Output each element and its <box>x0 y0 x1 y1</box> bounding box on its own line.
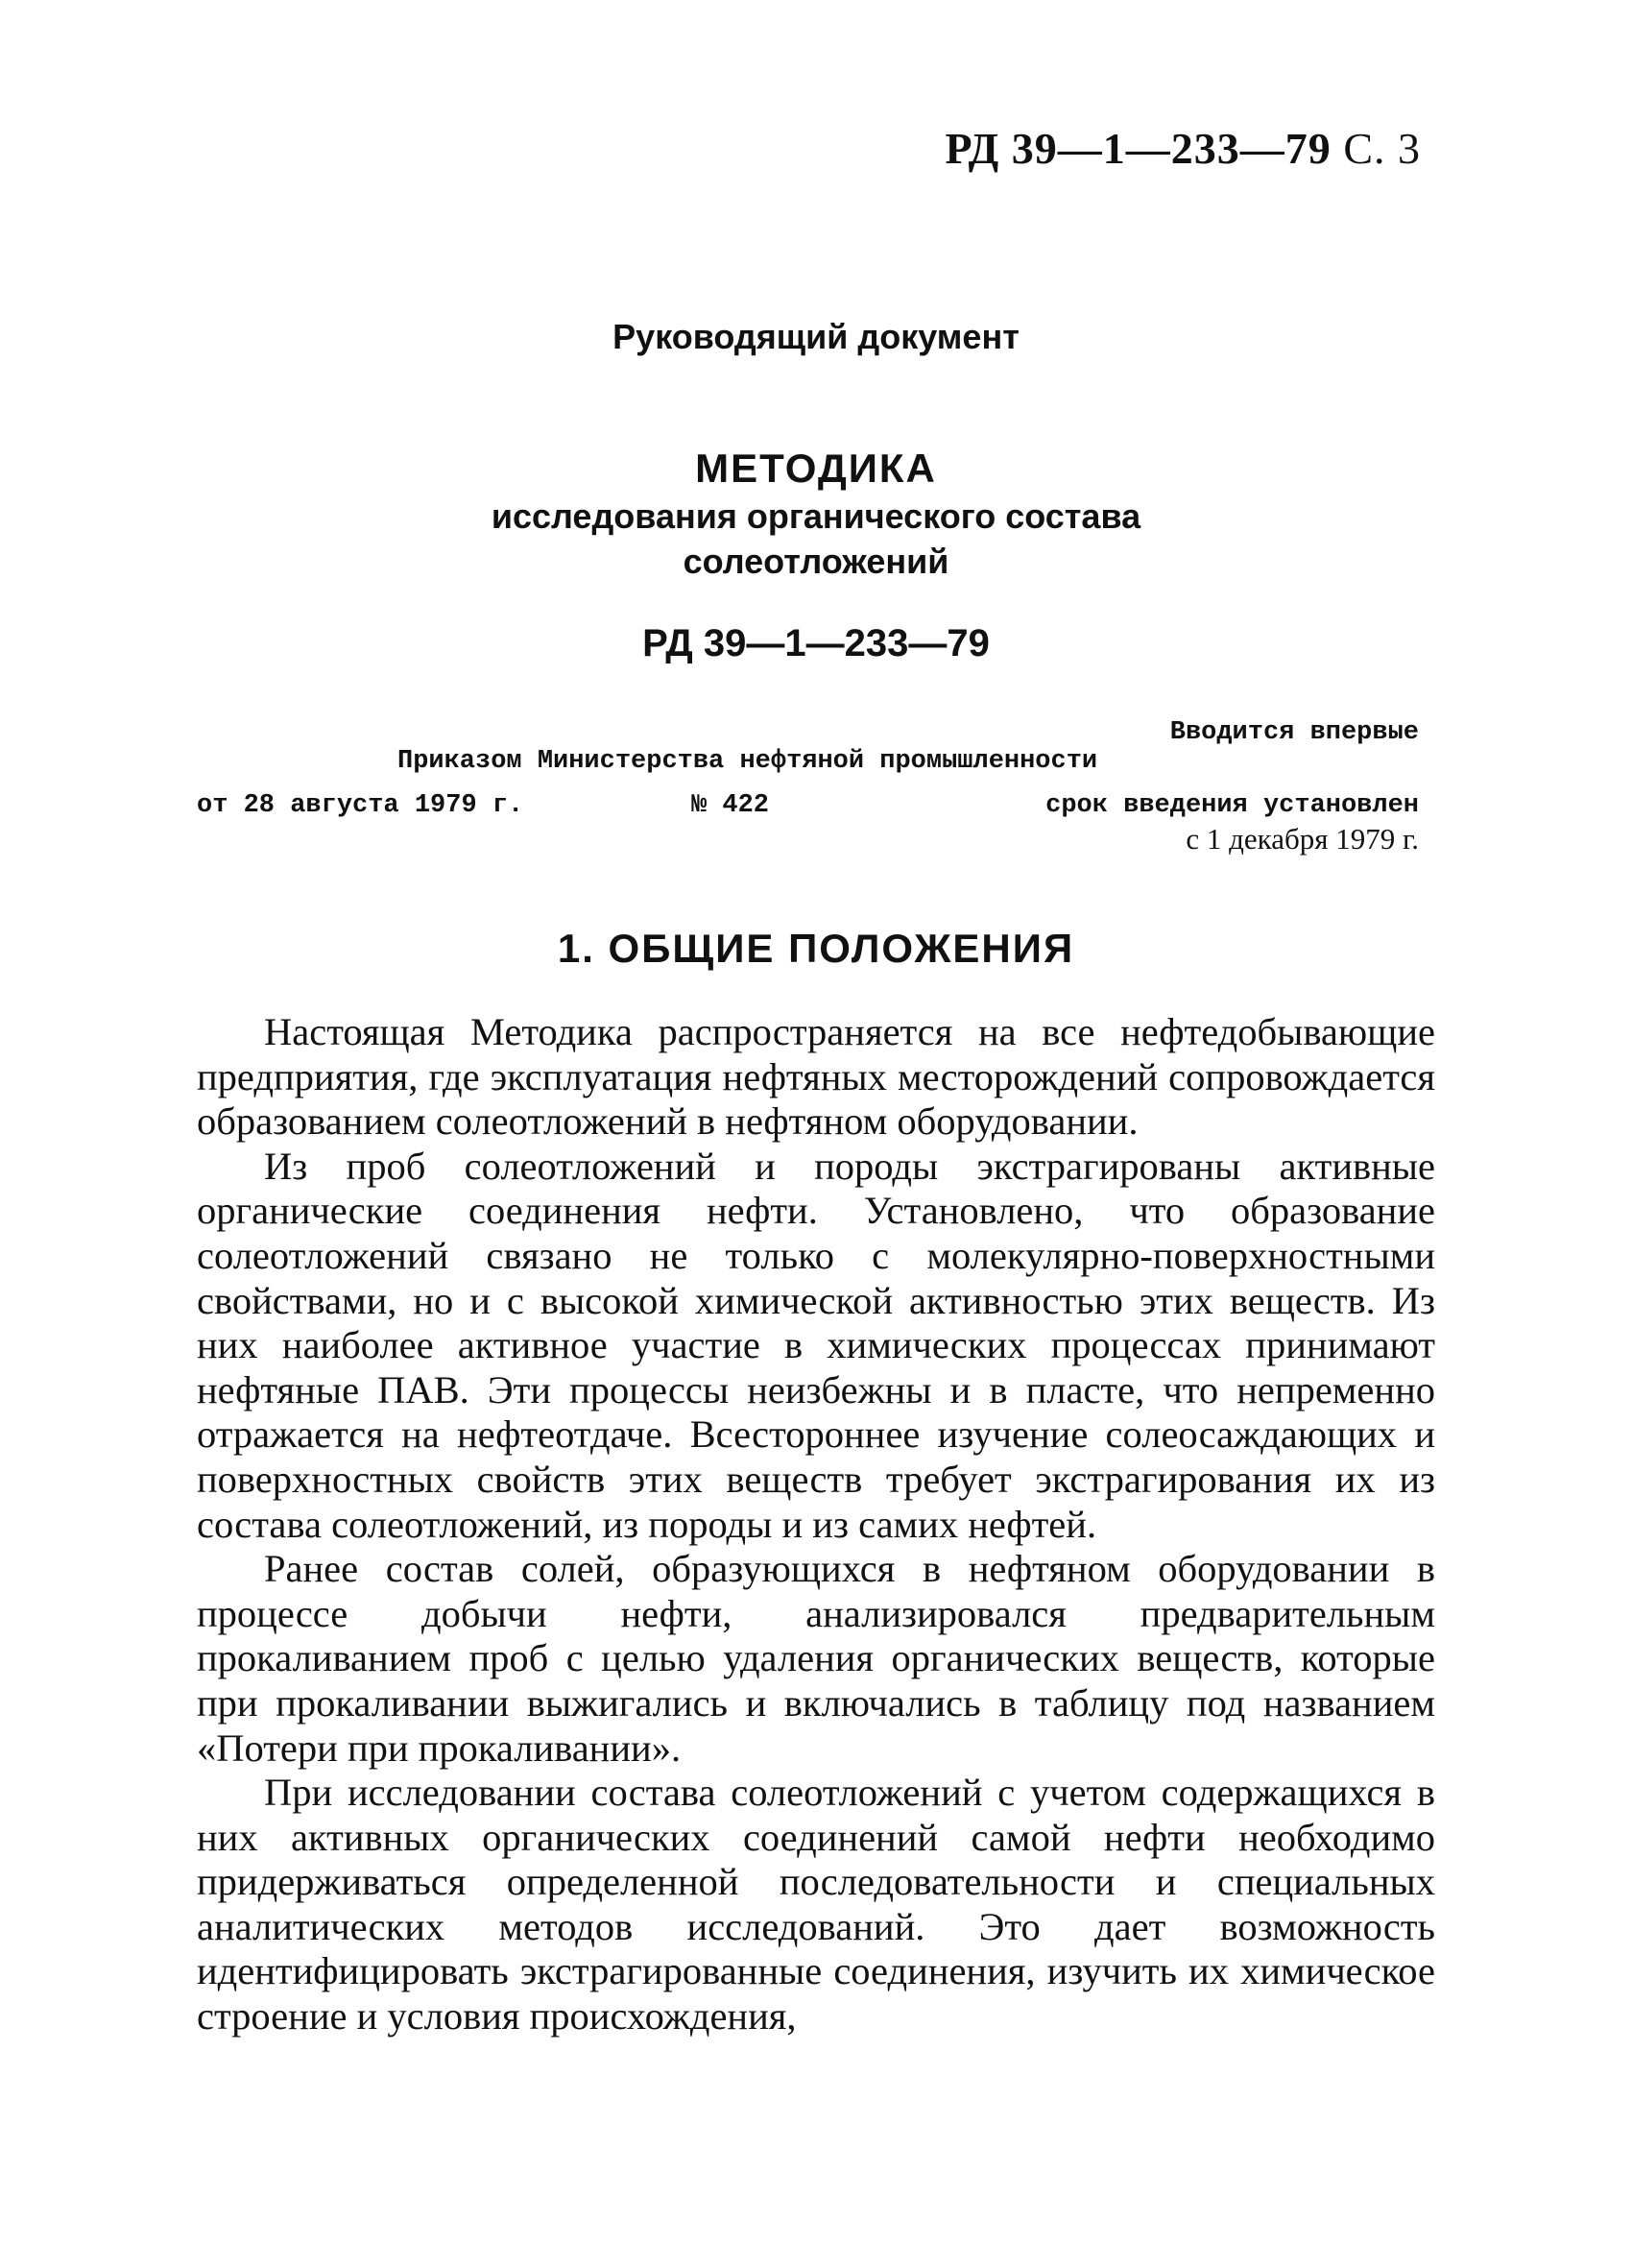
section-body <box>197 1010 1435 2039</box>
paragraph-2: Из проб солеотложений и породы экстрагированы активные органические соединения нефти. Установлено, что образование солеотложений связано не только с молекулярно-поверхностными свойствами, но и с высокой химической активностью этих веществ. Из них наиболее активное участие в химических процессах принимают нефтяные ПАВ. Эти процессы неизбежны и в пласте, что непременно отражается на нефтеотдаче. Всестороннее изучение солеосаждающих и поверхностных свойств этих веществ требует экстрагирования их из состава солеотложений, из породы и из самих нефтей. <box>197 1144 1435 1546</box>
intro-first-time: Вводится впервые <box>1169 718 1419 747</box>
paragraph-3: Ранее состав солей, образующихся в нефтяном оборудовании в процессе добычи нефти, анализировался предварительным прокаливанием проб с целью удаления органических веществ, которые при прокаливании выжигались и включались в таблицу под названием «Потери при прокаливании». <box>197 1547 1435 1770</box>
paragraph-4: При исследовании состава солеотложений с учетом содержащихся в них активных органических соединений самой нефти необходимо придерживаться определенной последовательности и специальных аналитических методов исследований. Это дает возможность идентифицировать экстрагированные соединения, изучить их химическое строение и условия происхождения, <box>197 1771 1435 2039</box>
document-title: МЕТОДИКА <box>695 446 937 491</box>
intro-date: от 28 августа 1979 г. <box>197 791 524 820</box>
intro-term: срок введения установлен <box>1045 791 1419 820</box>
intro-effective-date: с 1 декабря 1979 г. <box>1186 822 1419 856</box>
page-header <box>945 123 1421 174</box>
intro-order-number: № 422 <box>691 791 770 820</box>
page-number: С. 3 <box>1343 124 1421 173</box>
document-subtitle-line-2: солеотложений <box>683 542 949 581</box>
document-title-block <box>0 444 1632 584</box>
intro-order: Приказом Министерства нефтяной промышленности <box>397 747 1098 776</box>
header-doc-code: РД 39—1—233—79 <box>945 124 1332 173</box>
document-code: РД 39—1—233—79 <box>642 622 990 664</box>
document-subtitle-line-1: исследования органического состава <box>491 496 1141 536</box>
section-heading: 1. ОБЩИЕ ПОЛОЖЕНИЯ <box>557 926 1075 971</box>
document-kind: Руководящий документ <box>612 317 1020 356</box>
paragraph-1: Настоящая Методика распространяется на все нефтедобывающие предприятия, где эксплуатация нефтяных месторождений сопровождается образованием солеотложений в нефтяном оборудовании. <box>197 1010 1435 1144</box>
